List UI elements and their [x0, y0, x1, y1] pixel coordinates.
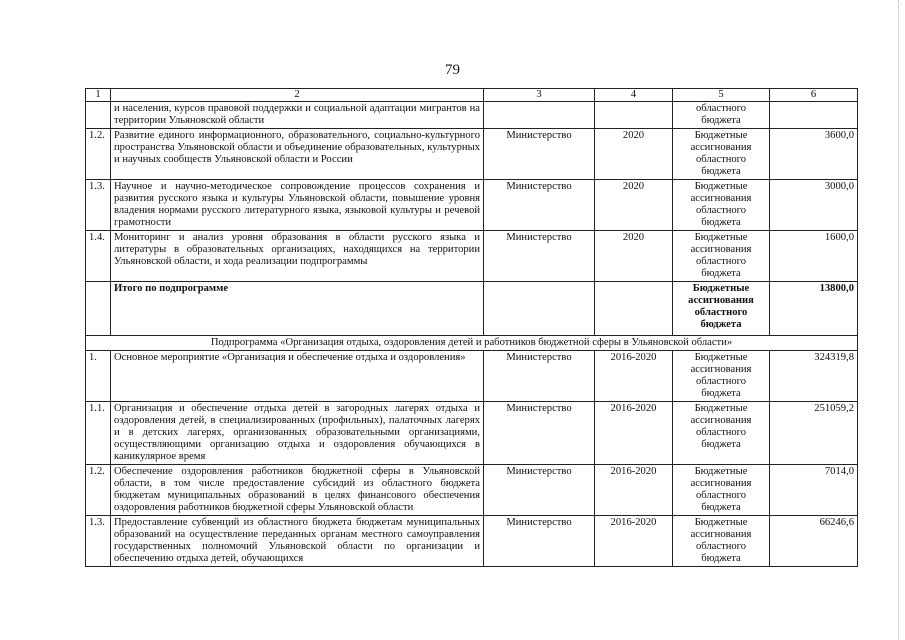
budget-table [85, 88, 858, 567]
row-executor: Министерство [484, 516, 595, 567]
row-amount: 7014,0 [770, 465, 858, 516]
table-row [86, 129, 858, 180]
row-number: 1.2. [86, 465, 111, 516]
row-executor: Министерство [484, 402, 595, 465]
row-executor: Министерство [484, 129, 595, 180]
row-number: 1.3. [86, 516, 111, 567]
col-header-4: 4 [595, 89, 673, 102]
total-row [86, 282, 858, 336]
row-number [86, 102, 111, 129]
row-year: 2016-2020 [595, 351, 673, 402]
row-number: 1. [86, 351, 111, 402]
row-year [595, 102, 673, 129]
row-amount: 251059,2 [770, 402, 858, 465]
total-year [595, 282, 673, 336]
row-source: Бюджетные ассигнования областного бюджета [673, 180, 770, 231]
row-source: Бюджетные ассигнования областного бюджета [673, 129, 770, 180]
table-row [86, 102, 858, 129]
page-edge-mark [896, 0, 899, 640]
table-row [86, 351, 858, 402]
row-executor: Министерство [484, 231, 595, 282]
row-amount: 1600,0 [770, 231, 858, 282]
row-description: Научное и научно-методическое сопровождение процессов сохранения и развития русского языка и культуры Ульяновской области, повышение уровня владения нормами русского литературного языка, языковой культуры и речевой грамотности [111, 180, 484, 231]
total-label: Итого по подпрограмме [111, 282, 484, 336]
row-source: Бюджетные ассигнования областного бюджета [673, 465, 770, 516]
row-amount: 66246,6 [770, 516, 858, 567]
col-header-2: 2 [111, 89, 484, 102]
row-source: Бюджетные ассигнования областного бюджета [673, 402, 770, 465]
row-year: 2016-2020 [595, 402, 673, 465]
row-source: Бюджетные ассигнования областного бюджета [673, 231, 770, 282]
row-source: Бюджетные ассигнования областного бюджета [673, 351, 770, 402]
table-header-row [86, 89, 858, 102]
row-year: 2016-2020 [595, 516, 673, 567]
row-source: областного бюджета [673, 102, 770, 129]
row-number: 1.2. [86, 129, 111, 180]
row-executor: Министерство [484, 351, 595, 402]
row-year: 2020 [595, 231, 673, 282]
row-description: Обеспечение оздоровления работников бюджетной сферы в Ульяновской области, в том числе предоставление субсидий из областного бюджета бюджетам муниципальных образований в целях финансового обеспечения оздоровления работников бюджетной сферы Ульяновской области [111, 465, 484, 516]
table-row [86, 180, 858, 231]
row-description: и населения, курсов правовой поддержки и социальной адаптации мигрантов на территории Ульяновской области [111, 102, 484, 129]
table-row [86, 231, 858, 282]
row-executor: Министерство [484, 465, 595, 516]
row-description: Мониторинг и анализ уровня образования в области русского языка и литературы в образовательных организациях, находящихся на территории Ульяновской области, и хода реализации подпрограммы [111, 231, 484, 282]
row-year: 2016-2020 [595, 465, 673, 516]
row-year: 2020 [595, 180, 673, 231]
table-row [86, 465, 858, 516]
row-executor [484, 102, 595, 129]
row-amount [770, 102, 858, 129]
total-number [86, 282, 111, 336]
row-description: Основное мероприятие «Организация и обеспечение отдыха и оздоровления» [111, 351, 484, 402]
subprogram-title: Подпрограмма «Организация отдыха, оздоровления детей и работников бюджетной сферы в Ульяновской области» [86, 336, 858, 351]
row-executor: Министерство [484, 180, 595, 231]
row-amount: 324319,8 [770, 351, 858, 402]
row-source: Бюджетные ассигнования областного бюджета [673, 516, 770, 567]
table-row [86, 402, 858, 465]
row-description: Развитие единого информационного, образовательного, социально-культурного пространства Ульяновской области и объединение образовательных, культурных и научных сообществ Ульяновской области и России [111, 129, 484, 180]
row-number: 1.3. [86, 180, 111, 231]
row-year: 2020 [595, 129, 673, 180]
section-row [86, 336, 858, 351]
col-header-5: 5 [673, 89, 770, 102]
row-number: 1.1. [86, 402, 111, 465]
table-row [86, 516, 858, 567]
row-description: Организация и обеспечение отдыха детей в загородных лагерях отдыха и оздоровления детей, в специализированных (профильных), палаточных лагерях и в детских лагерях, организованных образовательными организациями, осуществляющими организацию отдыха и оздоровления обучающихся в каникулярное время [111, 402, 484, 465]
total-source: Бюджетные ассигнования областного бюджета [673, 282, 770, 336]
col-header-6: 6 [770, 89, 858, 102]
row-description: Предоставление субвенций из областного бюджета бюджетам муниципальных образований на осуществление переданных органам местного самоуправления государственных полномочий Ульяновской области по организации и обеспечению отдыха детей, обучающихся [111, 516, 484, 567]
row-number: 1.4. [86, 231, 111, 282]
page-number: 79 [445, 62, 460, 78]
col-header-1: 1 [86, 89, 111, 102]
col-header-3: 3 [484, 89, 595, 102]
total-amount: 13800,0 [770, 282, 858, 336]
row-amount: 3600,0 [770, 129, 858, 180]
row-amount: 3000,0 [770, 180, 858, 231]
total-executor [484, 282, 595, 336]
